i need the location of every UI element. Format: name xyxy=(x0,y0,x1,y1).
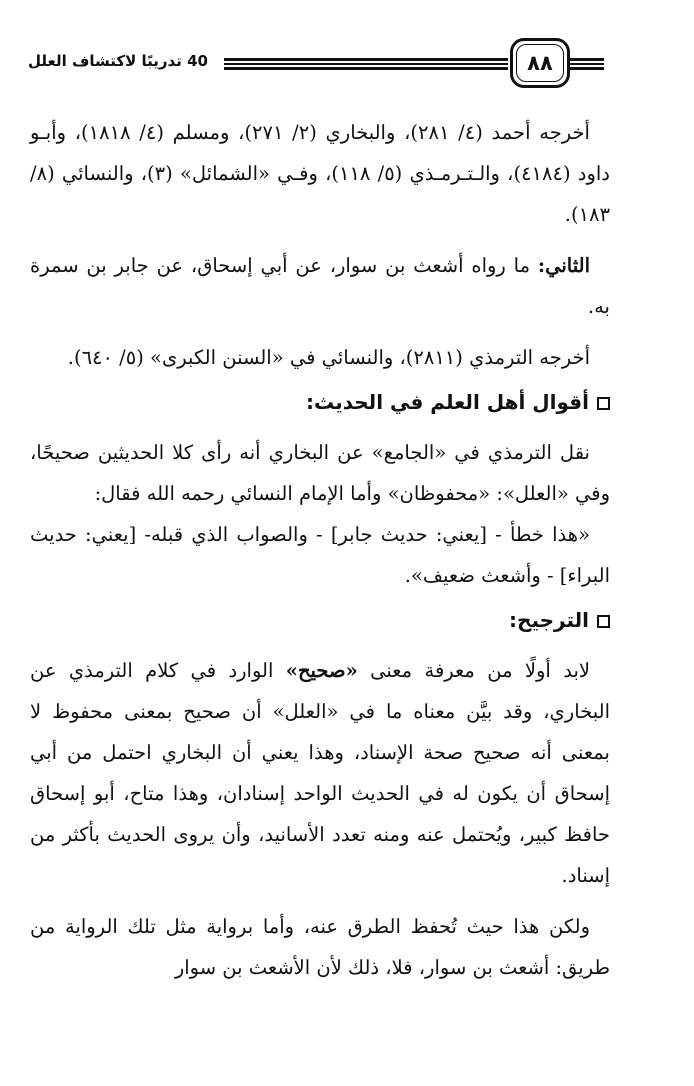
square-bullet-icon xyxy=(597,397,610,410)
tarjih-text-b: الوارد في كلام الترمذي عن البخاري، وقد بيَّن معناه ما في «العلل» أن صحيح بمعنى محفوظ لا بمعنى أنه صحيح صحة الإسناد، وهذا يعني أن البخاري احتمل من أبي إسحاق أن يكون له في الحديث الواحد إسنادان، وهذا متاح، أبو إسحاق حافظ كبير، ويُحتمل عنه ومنه تعدد الأسانيد، وأن يروى الحديث بأكثر من إسناد. xyxy=(30,659,610,887)
paragraph-tarjih xyxy=(30,650,610,896)
heading-text: الترجيح: xyxy=(509,608,589,632)
page-number-frame xyxy=(510,38,570,88)
running-title: 40 تدريبًا لاكتشاف العلل xyxy=(28,52,208,70)
paragraph-scholars-views: نقل الترمذي في «الجامع» عن البخاري أنه رأى كلا الحديثين صحيحًا، وفي «العلل»: «محفوظان» وأما الإمام النسائي رحمه الله فقال: xyxy=(30,441,610,505)
paragraph-takhrij-1: أخرجه أحمد (٤/ ٢٨١)، والبخاري (٢/ ٢٧١)، ومسلم (٤/ ١٨١٨)، وأبـو داود (٤١٨٤)، والـتـرمـذي (٥/ ١١٨)، وفـي «الشمائل» (٣)، والنسائي (٨/ ١٨٣). xyxy=(30,121,610,226)
paragraph-takhrij-2: أخرجه الترمذي (٢٨١١)، والنسائي في «السنن الكبرى» (٥/ ٦٤٠). xyxy=(67,346,590,369)
second-text: ما رواه أشعث بن سوار، عن أبي إسحاق، عن جابر بن سمرة به. xyxy=(30,254,610,318)
second-label: الثاني: xyxy=(537,254,590,277)
paragraph-second-narration xyxy=(30,245,610,327)
heading-text: أقوال أهل العلم في الحديث: xyxy=(306,390,589,414)
section-heading-scholars xyxy=(30,380,610,424)
header-rule-right xyxy=(570,58,604,70)
keyword-sahih: «صحيح» xyxy=(285,659,358,682)
header-rule-left xyxy=(224,58,508,70)
page-header xyxy=(28,38,606,94)
tarjih-text-a: لابد أولًا من معرفة معنى xyxy=(357,659,590,682)
page-body xyxy=(30,112,610,988)
paragraph-continuation: ولكن هذا حيث تُحفظ الطرق عنه، وأما برواية مثل تلك الرواية من طريق: أشعث بن سوار، فلا، ذلك لأن الأشعث بن سوار xyxy=(30,915,610,979)
paragraph-nasai-quote: «هذا خطأ - [يعني: حديث جابر] - والصواب الذي قبله- [يعني: حديث البراء] - وأشعث ضعيف». xyxy=(30,523,610,587)
square-bullet-icon xyxy=(597,615,610,628)
section-heading-tarjih xyxy=(30,598,610,642)
page-number: ٨٨ xyxy=(527,51,553,75)
